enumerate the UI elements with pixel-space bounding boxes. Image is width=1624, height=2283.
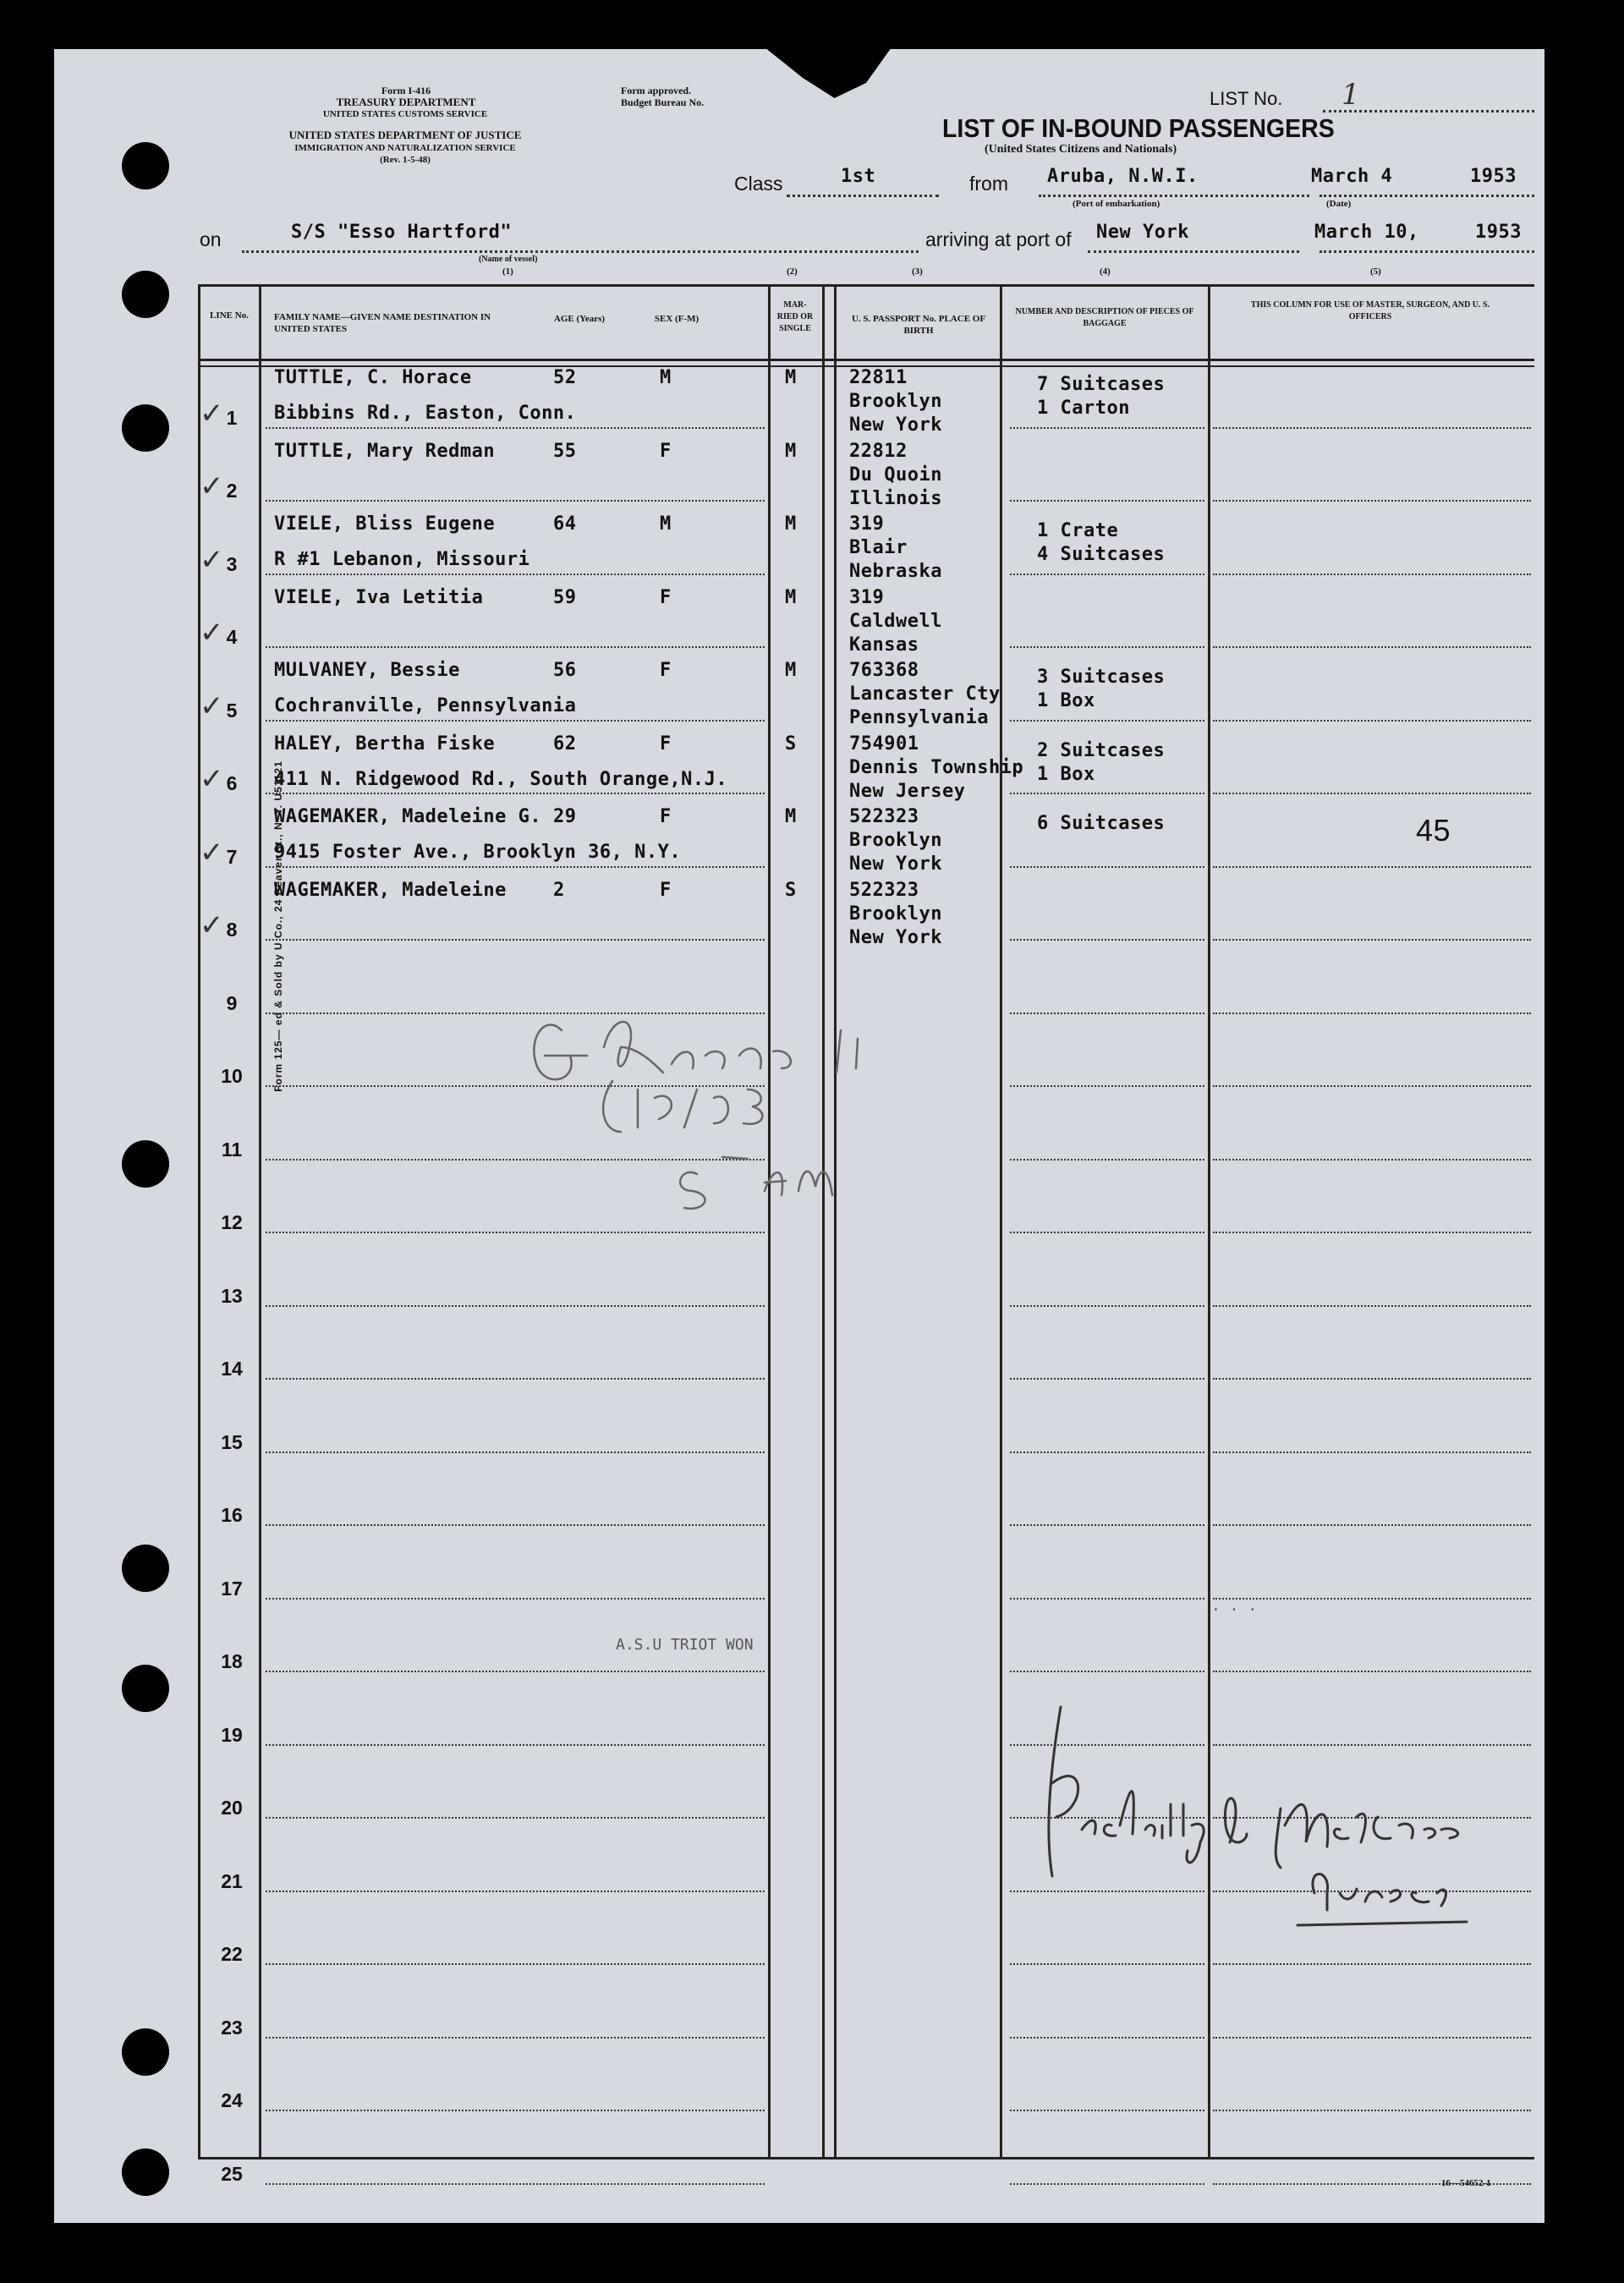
arrival-underline xyxy=(1088,250,1299,253)
faint-stamp-text: A.S.U TRIOT WON xyxy=(616,1636,754,1654)
passenger-name: TUTTLE, Mary Redman xyxy=(274,440,496,462)
table-row xyxy=(198,1391,1534,1465)
line-number: 8 xyxy=(226,919,238,941)
age: 55 xyxy=(553,440,577,462)
row-dotted-line xyxy=(1010,2183,1204,2185)
passenger-name: WAGEMAKER, Madeleine xyxy=(274,879,507,901)
birth-place-line1: Blair xyxy=(849,537,908,558)
vessel-underline xyxy=(242,250,919,253)
table-row xyxy=(198,1977,1534,2050)
table-row xyxy=(198,587,1534,661)
destination: 411 N. Ridgewood Rd., South Orange,N.J. xyxy=(274,768,728,790)
table-row xyxy=(198,1245,1534,1319)
row-dotted-line xyxy=(1010,939,1204,941)
table-row xyxy=(198,1538,1534,1611)
officer-note: 45 xyxy=(1416,813,1451,848)
age: 56 xyxy=(553,660,577,681)
header-married: MAR- RIED OR SINGLE xyxy=(776,300,814,333)
form-number: Form I-416 xyxy=(381,85,431,96)
inspector-handwriting xyxy=(511,963,985,1233)
birth-place-line2: New York xyxy=(849,926,942,948)
form-revision: (Rev. 1-5-48) xyxy=(380,155,431,165)
customs-service: UNITED STATES CUSTOMS SERVICE xyxy=(322,109,488,119)
row-dotted-line xyxy=(266,1452,765,1453)
table-row xyxy=(198,660,1534,733)
sex: F xyxy=(660,806,672,827)
row-dotted-line xyxy=(1213,720,1531,722)
row-dotted-line xyxy=(266,939,765,941)
header-age: AGE (Years) xyxy=(553,314,606,324)
row-dotted-line xyxy=(266,1598,765,1600)
birth-place-line1: Brooklyn xyxy=(849,391,942,412)
col-num-3: (3) xyxy=(912,266,923,277)
marital-status: M xyxy=(785,660,797,681)
budget-bureau: Budget Bureau No. xyxy=(621,96,705,108)
line-number: 22 xyxy=(221,1943,243,1965)
table-row xyxy=(198,2123,1534,2197)
row-dotted-line xyxy=(1010,573,1204,575)
line-number: 13 xyxy=(221,1284,243,1307)
line-number: 24 xyxy=(221,2089,243,2111)
age: 59 xyxy=(553,586,577,608)
check-mark: ✓ xyxy=(200,469,224,503)
destination: Bibbins Rd., Easton, Conn. xyxy=(274,403,577,424)
baggage-line1: 2 Suitcases xyxy=(1037,739,1166,761)
line-number: 11 xyxy=(221,1138,243,1161)
row-dotted-line xyxy=(266,500,765,502)
embark-year: 1953 xyxy=(1470,166,1517,187)
birth-place-line1: Caldwell xyxy=(849,610,942,632)
row-dotted-line xyxy=(1010,1452,1204,1453)
row-dotted-line xyxy=(1213,1232,1531,1233)
table-top-border xyxy=(198,284,1534,287)
footer-code: 16—54652-1 xyxy=(1441,2178,1491,2188)
row-dotted-line xyxy=(266,1891,765,1892)
page-title: LIST OF IN-BOUND PASSENGERS xyxy=(942,113,1335,143)
baggage-line2: 1 Box xyxy=(1037,690,1095,711)
age: 2 xyxy=(553,879,565,901)
row-dotted-line xyxy=(1213,427,1531,429)
row-dotted-line xyxy=(1010,1598,1204,1600)
line-number: 12 xyxy=(221,1211,243,1233)
passport-number: 522323 xyxy=(849,806,919,827)
row-dotted-line xyxy=(1213,1085,1531,1087)
sex: F xyxy=(660,879,672,901)
line-number: 17 xyxy=(221,1577,243,1600)
passport-number: 319 xyxy=(849,586,885,608)
table-row xyxy=(198,733,1534,807)
header-name: FAMILY NAME—GIVEN NAME DESTINATION IN UNITED STATES xyxy=(274,312,491,334)
table-row xyxy=(198,880,1534,953)
line-number: 10 xyxy=(221,1065,243,1087)
row-dotted-line xyxy=(266,793,765,794)
birth-place-line1: Dennis Township xyxy=(849,756,1024,778)
birth-place-line2: Pennsylvania xyxy=(849,707,989,728)
side-print: Form 125— ed & Sold by U Co., 24 Beaver St., N. Y. U51121 xyxy=(272,760,284,1092)
row-dotted-line xyxy=(266,1671,765,1672)
row-dotted-line xyxy=(1010,1013,1204,1014)
punch-hole xyxy=(122,1545,169,1592)
row-dotted-line xyxy=(266,427,765,429)
line-number: 1 xyxy=(226,406,238,429)
marital-status: M xyxy=(785,440,797,462)
vessel-caption: (Name of vessel) xyxy=(479,255,538,264)
birth-place-line1: Brooklyn xyxy=(849,903,942,925)
header-baggage: NUMBER AND DESCRIPTION OF PIECES OF BAGGAGE xyxy=(1015,307,1194,328)
passenger-name: WAGEMAKER, Madeleine G. xyxy=(274,806,542,827)
marital-status: S xyxy=(785,733,797,755)
arrival-year: 1953 xyxy=(1475,222,1522,243)
vessel-name: S/S "Esso Hartford" xyxy=(291,222,513,243)
row-dotted-line xyxy=(266,1744,765,1746)
line-number: 14 xyxy=(221,1358,243,1380)
col-num-1: (1) xyxy=(502,266,513,277)
line-number: 23 xyxy=(221,2016,243,2039)
line-number: 18 xyxy=(221,1650,243,1672)
punch-hole xyxy=(122,1140,169,1188)
line-number: 20 xyxy=(221,1797,243,1819)
check-mark: ✓ xyxy=(200,616,224,650)
birth-place-line1: Brooklyn xyxy=(849,830,942,851)
row-dotted-line xyxy=(1010,1159,1204,1161)
faint-mark: . . . xyxy=(1211,1597,1258,1615)
port-of-arrival: New York xyxy=(1096,222,1189,243)
punch-hole xyxy=(122,404,169,452)
dept-treasury: TREASURY DEPARTMENT xyxy=(336,96,476,108)
row-dotted-line xyxy=(1213,1013,1531,1014)
list-no-underline xyxy=(1323,110,1534,113)
row-dotted-line xyxy=(266,573,765,575)
page-subtitle: (United States Citizens and Nationals) xyxy=(985,143,1177,156)
marital-status: M xyxy=(785,367,797,388)
baggage-line1: 3 Suitcases xyxy=(1037,667,1166,688)
row-dotted-line xyxy=(1213,1524,1531,1526)
table-row xyxy=(198,441,1534,514)
sex: M xyxy=(660,513,672,535)
passenger-name: VIELE, Bliss Eugene xyxy=(274,513,496,535)
torn-notch xyxy=(765,47,892,98)
row-dotted-line xyxy=(266,720,765,722)
line-number: 19 xyxy=(221,1723,243,1746)
baggage-line2: 4 Suitcases xyxy=(1037,544,1166,565)
punch-hole xyxy=(122,1665,169,1712)
port-of-embarkation: Aruba, N.W.I. xyxy=(1047,166,1199,187)
passport-number: 754901 xyxy=(849,733,919,755)
row-dotted-line xyxy=(1213,646,1531,648)
class-value: 1st xyxy=(841,166,876,187)
passenger-name: VIELE, Iva Letitia xyxy=(274,586,484,608)
check-mark: ✓ xyxy=(200,542,224,577)
table-row xyxy=(198,1465,1534,1539)
baggage-line1: 7 Suitcases xyxy=(1037,374,1166,395)
baggage-line2: 1 Carton xyxy=(1037,398,1130,419)
passenger-name: MULVANEY, Bessie xyxy=(274,660,460,681)
age: 64 xyxy=(553,513,577,535)
header-line-no: LINE No. xyxy=(210,310,249,321)
row-dotted-line xyxy=(1010,1378,1204,1380)
age: 62 xyxy=(553,733,577,755)
marital-status: M xyxy=(785,806,797,827)
row-dotted-line xyxy=(1213,1452,1531,1453)
check-mark: ✓ xyxy=(200,762,224,796)
destination: Cochranville, Pennsylvania xyxy=(274,695,577,716)
row-dotted-line xyxy=(1010,720,1204,722)
passport-number: 319 xyxy=(849,513,885,535)
embark-caption: (Port of embarkation) xyxy=(1073,199,1160,209)
passenger-name: TUTTLE, C. Horace xyxy=(274,367,472,388)
line-number: 5 xyxy=(226,699,238,722)
table-row xyxy=(198,1319,1534,1392)
table-row xyxy=(198,367,1534,441)
header-sex: SEX (F-M) xyxy=(654,314,700,324)
birth-place-line2: Illinois xyxy=(849,487,942,509)
row-dotted-line xyxy=(1010,1085,1204,1087)
on-label: on xyxy=(200,228,222,250)
row-dotted-line xyxy=(1010,793,1204,794)
line-number: 9 xyxy=(226,991,238,1014)
row-dotted-line xyxy=(266,646,765,648)
marital-status: M xyxy=(785,586,797,608)
row-dotted-line xyxy=(1213,793,1531,794)
punch-hole xyxy=(122,2149,169,2196)
passport-number: 763368 xyxy=(849,660,919,681)
sex: F xyxy=(660,440,672,462)
birth-place-line2: New York xyxy=(849,853,942,875)
list-no-value: 1 xyxy=(1341,78,1360,112)
row-dotted-line xyxy=(1213,939,1531,941)
passport-number: 522323 xyxy=(849,879,919,901)
passport-number: 22811 xyxy=(849,367,908,388)
sex: F xyxy=(660,733,672,755)
from-label: from xyxy=(969,173,1008,195)
check-mark: ✓ xyxy=(200,908,224,942)
sex: F xyxy=(660,660,672,681)
row-dotted-line xyxy=(1010,866,1204,868)
header-officers: THIS COLUMN FOR USE OF MASTER, SURGEON, AND U. S. OFFICERS xyxy=(1250,300,1490,321)
row-dotted-line xyxy=(1010,1524,1204,1526)
row-dotted-line xyxy=(266,2037,765,2039)
birth-place-line1: Du Quoin xyxy=(849,464,942,486)
row-dotted-line xyxy=(1213,1598,1531,1600)
check-mark: ✓ xyxy=(200,689,224,723)
header-bottom-border xyxy=(198,359,1534,361)
list-no-label: LIST No. xyxy=(1210,88,1283,109)
row-dotted-line xyxy=(266,1963,765,1965)
baggage-line1: 1 Crate xyxy=(1037,520,1119,541)
line-number: 16 xyxy=(221,1504,243,1526)
row-dotted-line xyxy=(1010,2037,1204,2039)
class-underline xyxy=(787,195,939,197)
marital-status: S xyxy=(785,879,797,901)
arrival-date-underline xyxy=(1320,250,1534,253)
row-dotted-line xyxy=(1010,500,1204,502)
table-row xyxy=(198,513,1534,587)
punch-hole xyxy=(122,2028,169,2076)
destination: 9415 Foster Ave., Brooklyn 36, N.Y. xyxy=(274,842,682,863)
row-dotted-line xyxy=(1010,427,1204,429)
age: 29 xyxy=(553,806,577,827)
row-dotted-line xyxy=(1010,1963,1204,1965)
line-number: 4 xyxy=(226,626,238,648)
row-dotted-line xyxy=(1213,1378,1531,1380)
birth-place-line2: Kansas xyxy=(849,634,919,656)
line-number: 25 xyxy=(221,2162,243,2185)
row-dotted-line xyxy=(266,1817,765,1819)
age: 52 xyxy=(553,367,577,388)
col-num-5: (5) xyxy=(1370,266,1381,277)
embark-date: March 4 xyxy=(1311,166,1393,187)
arriving-label: arriving at port of xyxy=(925,228,1072,250)
birth-place-line2: Nebraska xyxy=(849,561,942,582)
row-dotted-line xyxy=(1213,573,1531,575)
row-dotted-line xyxy=(266,1524,765,1526)
birth-place-line2: New York xyxy=(849,414,942,436)
marital-status: M xyxy=(785,513,797,535)
line-number: 15 xyxy=(221,1430,243,1453)
passport-number: 22812 xyxy=(849,440,908,462)
row-dotted-line xyxy=(266,866,765,868)
line-number: 21 xyxy=(221,1869,243,1892)
row-dotted-line xyxy=(1213,2037,1531,2039)
document-sheet xyxy=(54,49,1544,2223)
row-dotted-line xyxy=(1213,1963,1531,1965)
birth-place-line2: New Jersey xyxy=(849,780,966,802)
row-dotted-line xyxy=(1010,646,1204,648)
col-num-4: (4) xyxy=(1100,266,1111,277)
purser-signature xyxy=(993,1656,1534,1944)
row-dotted-line xyxy=(1213,500,1531,502)
table-row xyxy=(198,806,1534,880)
row-dotted-line xyxy=(266,2110,765,2111)
table-row xyxy=(198,2050,1534,2124)
row-dotted-line xyxy=(1213,1159,1531,1161)
sex: F xyxy=(660,586,672,608)
line-number: 2 xyxy=(226,480,238,502)
check-mark: ✓ xyxy=(200,835,224,870)
embark-date-underline xyxy=(1320,195,1534,197)
row-dotted-line xyxy=(1213,1305,1531,1307)
baggage-line1: 6 Suitcases xyxy=(1037,813,1166,834)
row-dotted-line xyxy=(1213,2110,1531,2111)
class-label: Class xyxy=(734,173,783,195)
embark-underline xyxy=(1039,195,1309,197)
row-dotted-line xyxy=(1010,1305,1204,1307)
line-number: 3 xyxy=(226,552,238,575)
birth-place-line1: Lancaster Cty xyxy=(849,683,1001,705)
row-dotted-line xyxy=(266,1378,765,1380)
row-dotted-line xyxy=(266,2183,765,2185)
punch-hole xyxy=(122,142,169,189)
form-approved: Form approved. xyxy=(621,85,692,96)
row-dotted-line xyxy=(1010,2110,1204,2111)
check-mark: ✓ xyxy=(200,396,224,431)
dept-justice: UNITED STATES DEPARTMENT OF JUSTICE xyxy=(288,129,522,141)
col-num-2: (2) xyxy=(787,266,798,277)
date-caption: (Date) xyxy=(1326,199,1352,209)
line-number: 6 xyxy=(226,772,238,794)
punch-hole xyxy=(122,271,169,318)
row-dotted-line xyxy=(1010,1232,1204,1233)
arrival-date: March 10, xyxy=(1314,222,1419,243)
row-dotted-line xyxy=(266,1305,765,1307)
header-passport: U. S. PASSPORT No. PLACE OF BIRTH xyxy=(851,314,986,336)
ins-service: IMMIGRATION AND NATURALIZATION SERVICE xyxy=(294,143,516,153)
sex: M xyxy=(660,367,672,388)
row-dotted-line xyxy=(1213,866,1531,868)
passenger-name: HALEY, Bertha Fiske xyxy=(274,733,496,755)
baggage-line2: 1 Box xyxy=(1037,763,1095,785)
destination: R #1 Lebanon, Missouri xyxy=(274,549,530,570)
line-number: 7 xyxy=(226,845,238,868)
